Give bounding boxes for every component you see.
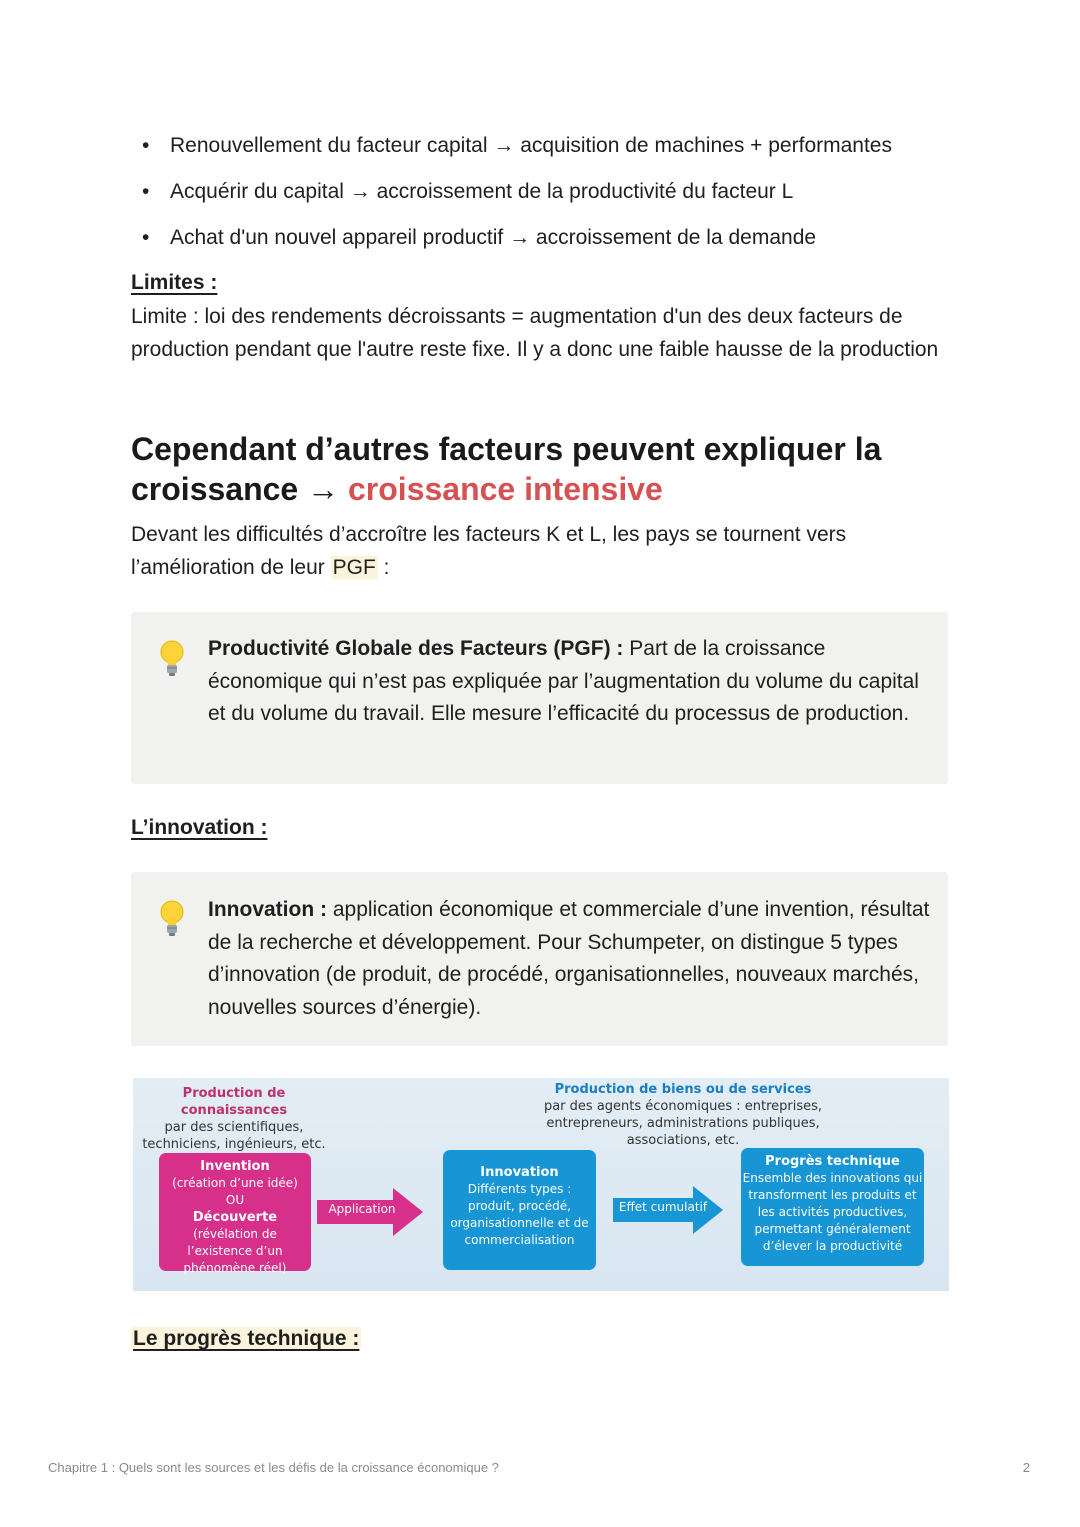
pgf-term: Productivité Globale des Facteurs (PGF) :: [208, 637, 624, 660]
left-header-sub: par des scientifiques, techniciens, ingénieurs, etc.: [142, 1120, 326, 1152]
intro-text: Devant les difficultés d’accroître les facteurs K et L, les pays se tournent vers l’amélioration de leur: [131, 523, 847, 579]
right-header-title: Production de biens ou de services: [554, 1082, 812, 1097]
diagram-right-header: [513, 1081, 853, 1149]
innovation-box-text: Différents types : produit, procédé, organisationnelle et de commercialisation: [450, 1182, 589, 1247]
progres-heading-text: Le progrès technique :: [133, 1327, 360, 1350]
invention-title: Invention: [200, 1159, 270, 1174]
callout-pgf-text: [208, 633, 933, 731]
section-title-text: Cependant d’autres facteurs peuvent expliquer la croissance →: [131, 431, 882, 507]
section-title: [131, 429, 931, 509]
invention-box: [159, 1153, 311, 1275]
lightbulb-icon: [157, 638, 187, 678]
list-item: • Renouvellement du facteur capital → acquisition de machines + performantes: [130, 128, 950, 174]
cumulative-label: Effet cumulatif: [618, 1200, 708, 1214]
progress-box: [741, 1148, 924, 1266]
pgf-highlight: PGF: [332, 556, 376, 579]
discovery-desc: (révélation de l’existence d’un phénomène réel): [183, 1227, 287, 1275]
section-intro: [131, 518, 951, 584]
progres-heading: [131, 1327, 361, 1351]
discovery-title: Découverte: [192, 1210, 278, 1225]
pgf-definition: Part de la croissance économique qui n’est pas expliquée par l’augmentation du volume du capital et du volume du travail. Elle mesure l’efficacité du processus de production.: [208, 637, 919, 725]
intro-end: :: [377, 556, 390, 579]
callout-innovation-text: [208, 894, 933, 1024]
list-item: • Achat d'un nouvel appareil productif → accroissement de la demande: [130, 220, 950, 266]
innovation-heading: L’innovation :: [131, 816, 268, 839]
left-header-title: Production de connaissances: [180, 1086, 288, 1118]
innovation-term: Innovation :: [208, 898, 327, 921]
right-header-sub: par des agents économiques : entreprises, entrepreneurs, administrations publiques, associations, etc.: [543, 1099, 823, 1148]
callout-pgf: [131, 612, 948, 784]
limites-text: Limite : loi des rendements décroissants = augmentation d'un des deux facteurs de production pendant que l'autre reste fixe. Il y a donc une faible hausse de la production: [131, 305, 939, 361]
innovation-box: [443, 1150, 596, 1270]
innovation-box-title: Innovation: [480, 1165, 559, 1180]
lightbulb-icon: [157, 898, 187, 938]
cumulative-arrow: [613, 1186, 723, 1234]
page-number: 2: [1022, 1460, 1030, 1475]
innovation-diagram: [133, 1078, 949, 1291]
diagram-left-header: [139, 1085, 329, 1153]
application-arrow: [317, 1188, 423, 1236]
section-title-highlight: croissance intensive: [348, 471, 663, 507]
progress-box-title: Progrès technique: [765, 1154, 900, 1169]
page-footer: Chapitre 1 : Quels sont les sources et les défis de la croissance économique ?: [48, 1460, 499, 1475]
limites-heading: Limites :: [131, 271, 218, 294]
bullet-list: [130, 128, 950, 266]
callout-innovation: [131, 872, 948, 1046]
invention-or: OU: [225, 1193, 245, 1207]
progress-box-text: Ensemble des innovations qui transforment les produits et les activités productives, permettant généralement d’élever la productivité: [742, 1171, 923, 1253]
invention-desc: (création d’une idée): [172, 1176, 298, 1190]
innovation-definition: application économique et commerciale d’une invention, résultat de la recherche et développement. Pour Schumpeter, on distingue 5 types d’innovation (de produit, de procédé, organisationnelles, nouveaux marchés, nouvelles sources d’énergie).: [208, 898, 930, 1019]
list-item: • Acquérir du capital → accroissement de la productivité du facteur L: [130, 174, 950, 220]
application-label: Application: [328, 1202, 396, 1216]
